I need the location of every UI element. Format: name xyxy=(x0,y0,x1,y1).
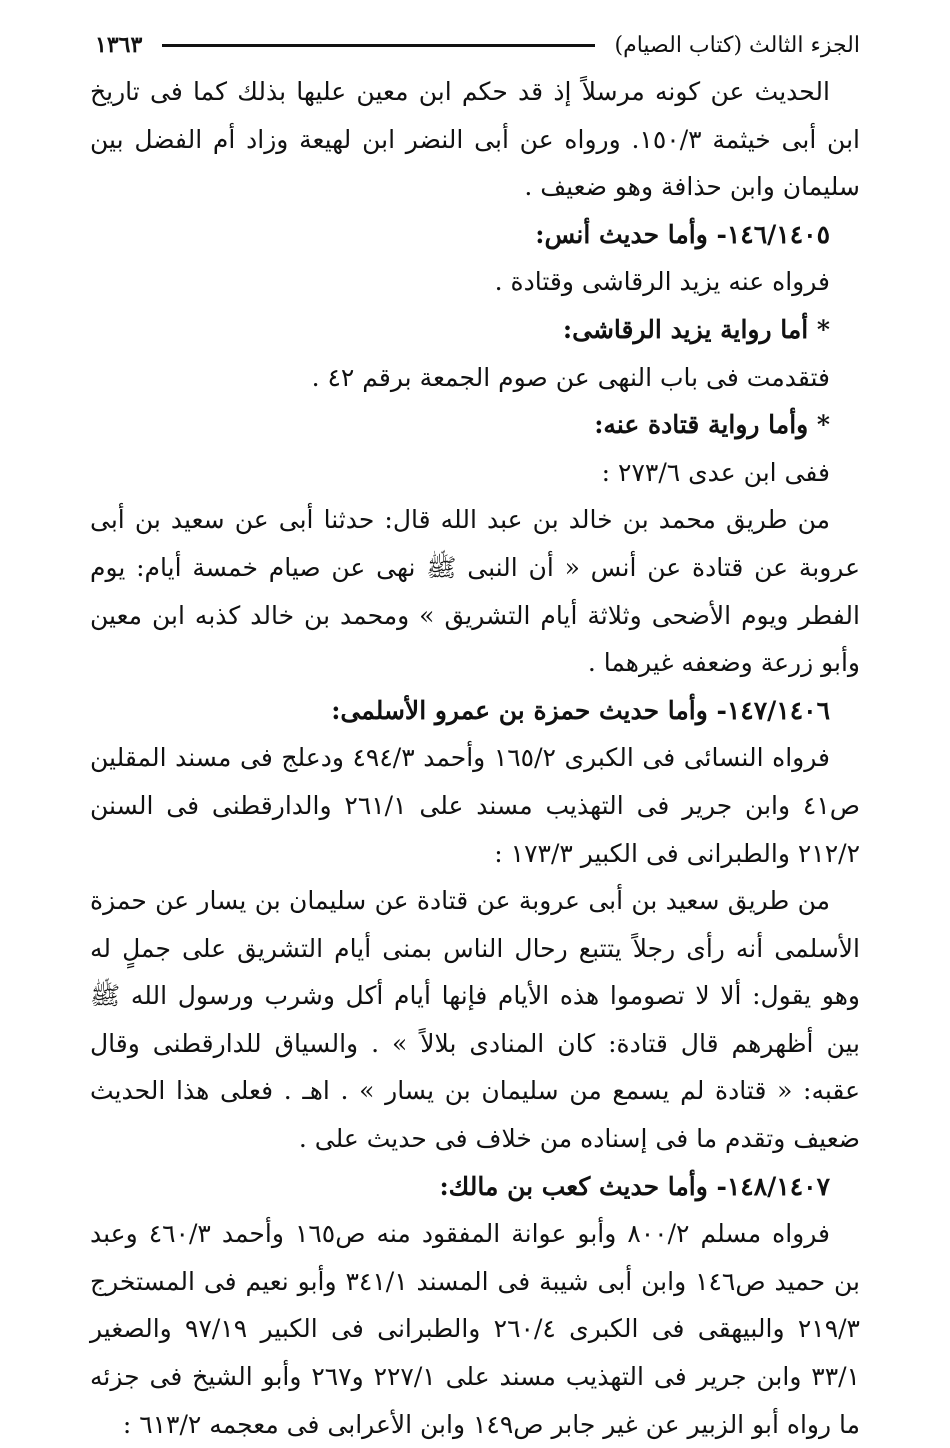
paragraph: فرواه مسلم ٨٠٠/٢ وأبو عوانة المفقود منه ص١٦٥ وأحمد ٤٦٠/٣ وعبد بن حميد ص١٤٦ وابن أبى شيبة فى المسند ٣٤١/١ وأبو نعيم فى المستخرج ٢١٩/٣ والبيهقى فى الكبرى ٢٦٠/٤ والطبرانى فى الكبير ٩٧/١٩ والصغير ٣٣/١ وابن جرير فى التهذيب مسند على ٢٢٧/١ و٢٦٧ وأبو الشيخ فى جزئه ما رواه أبو الزبير عن غير جابر ص١٤٩ وابن الأعرابى فى معجمه ٦١٣/٢ : xyxy=(90,1219,860,1439)
section-heading: ١٤٦/١٤٠٥- وأما حديث أنس: xyxy=(535,219,830,249)
paragraph: من طريق سعيد بن أبى عروبة عن قتادة عن سليمان بن يسار عن حمزة الأسلمى أنه رأى رجلاً يتتبع رحال الناس بمنى أيام التشريق على جملٍ له وهو يقول: ألا لا تصوموا هذه الأيام فإنها أيام أكل وشرب ورسول الله ﷺ بين أظهرهم قال قتادة: كان المنادى بلالاً » . والسياق للدارقطنى وقال عقبه: « قتادة لم يسمع من سليمان بن يسار » . اهـ . فعلى هذا الحديث ضعيف وتقدم ما فى إسناده من خلاف فى حديث على . xyxy=(90,886,860,1154)
paragraph: فرواه عنه يزيد الرقاشى وقتادة . xyxy=(494,267,830,297)
paragraph: فرواه النسائى فى الكبرى ١٦٥/٢ وأحمد ٤٩٤/٣ ودعلج فى مسند المقلين ص٤١ وابن جرير فى التهذيب مسند على ٢٦١/١ والدارقطنى فى السنن ٢١٢/٢ والطبرانى فى الكبير ١٧٣/٣ : xyxy=(90,743,860,868)
header-rule xyxy=(162,44,594,47)
paragraph: الحديث عن كونه مرسلاً إذ قد حكم ابن معين عليها بذلك كما فى تاريخ ابن أبى خيثمة ١٥٠/٣. ورواه عن أبى النضر ابن لهيعة وزاد أم الفضل بين سليمان وابن حذافة وهو ضعيف . xyxy=(90,77,860,202)
paragraph: من طريق محمد بن خالد بن عبد الله قال: حدثنا أبى عن سعيد بن أبى عروبة عن قتادة عن أنس « أن النبى ﷺ نهى عن صيام خمسة أيام: يوم الفطر ويوم الأضحى وثلاثة أيام التشريق » ومحمد بن خالد كذبه ابن معين وأبو زرعة وضعفه غيرهما . xyxy=(90,505,860,678)
paragraph: ففى ابن عدى ٢٧٣/٦ : xyxy=(601,457,830,487)
section-heading: ١٤٧/١٤٠٦- وأما حديث حمزة بن عمرو الأسلمى: xyxy=(331,695,830,725)
header-title: الجزء الثالث (كتاب الصيام) xyxy=(614,32,860,58)
paragraph: فتقدمت فى باب النهى عن صوم الجمعة برقم ٤٢ . xyxy=(311,362,830,392)
section-heading: ١٤٨/١٤٠٧- وأما حديث كعب بن مالك: xyxy=(439,1171,830,1201)
running-header xyxy=(95,28,860,62)
subsection-heading: * وأما رواية قتادة عنه: xyxy=(594,410,830,440)
subsection-heading: * أما رواية يزيد الرقاشى: xyxy=(562,314,830,344)
page-body xyxy=(90,68,860,1448)
page-number: ١٣٦٣ xyxy=(95,32,143,58)
